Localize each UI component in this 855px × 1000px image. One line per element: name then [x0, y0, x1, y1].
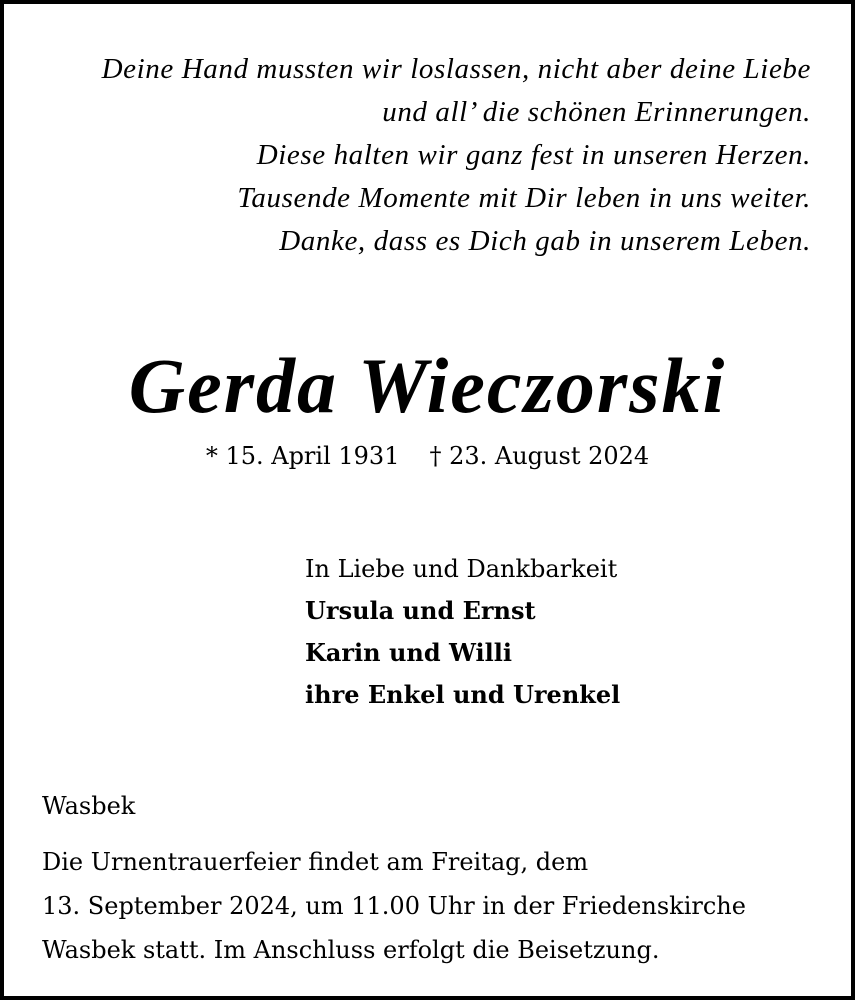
life-dates — [4, 438, 851, 474]
poem-line: Tausende Momente mit Dir leben in uns weiter. — [237, 182, 811, 214]
poem — [31, 48, 811, 263]
deceased-name: Gerda Wieczorski — [128, 342, 727, 429]
ceremony-info — [42, 840, 746, 972]
poem-line: Danke, dass es Dich gab in unserem Leben. — [279, 225, 811, 257]
signatures — [305, 548, 620, 716]
poem-line: Diese halten wir ganz fest in unseren Herzen. — [256, 139, 811, 171]
death-date: † 23. August 2024 — [429, 442, 650, 470]
signature-name: ihre Enkel und Urenkel — [305, 680, 621, 709]
birth-date: * 15. April 1931 — [205, 442, 400, 470]
signature-name: Ursula und Ernst — [305, 596, 536, 625]
ceremony-line: 13. September 2024, um 11.00 Uhr in der Friedenskirche — [42, 892, 746, 920]
ceremony-line: Wasbek statt. Im Anschluss erfolgt die Beisetzung. — [42, 936, 660, 964]
signature-name: Karin und Willi — [305, 638, 513, 667]
town: Wasbek — [42, 792, 136, 820]
poem-line: Deine Hand mussten wir loslassen, nicht aber deine Liebe — [101, 53, 811, 85]
signature-intro: In Liebe und Dankbarkeit — [305, 555, 618, 583]
ceremony-line: Die Urnentrauerfeier findet am Freitag, dem — [42, 848, 589, 876]
poem-line: und all’ die schönen Erinnerungen. — [382, 96, 811, 128]
